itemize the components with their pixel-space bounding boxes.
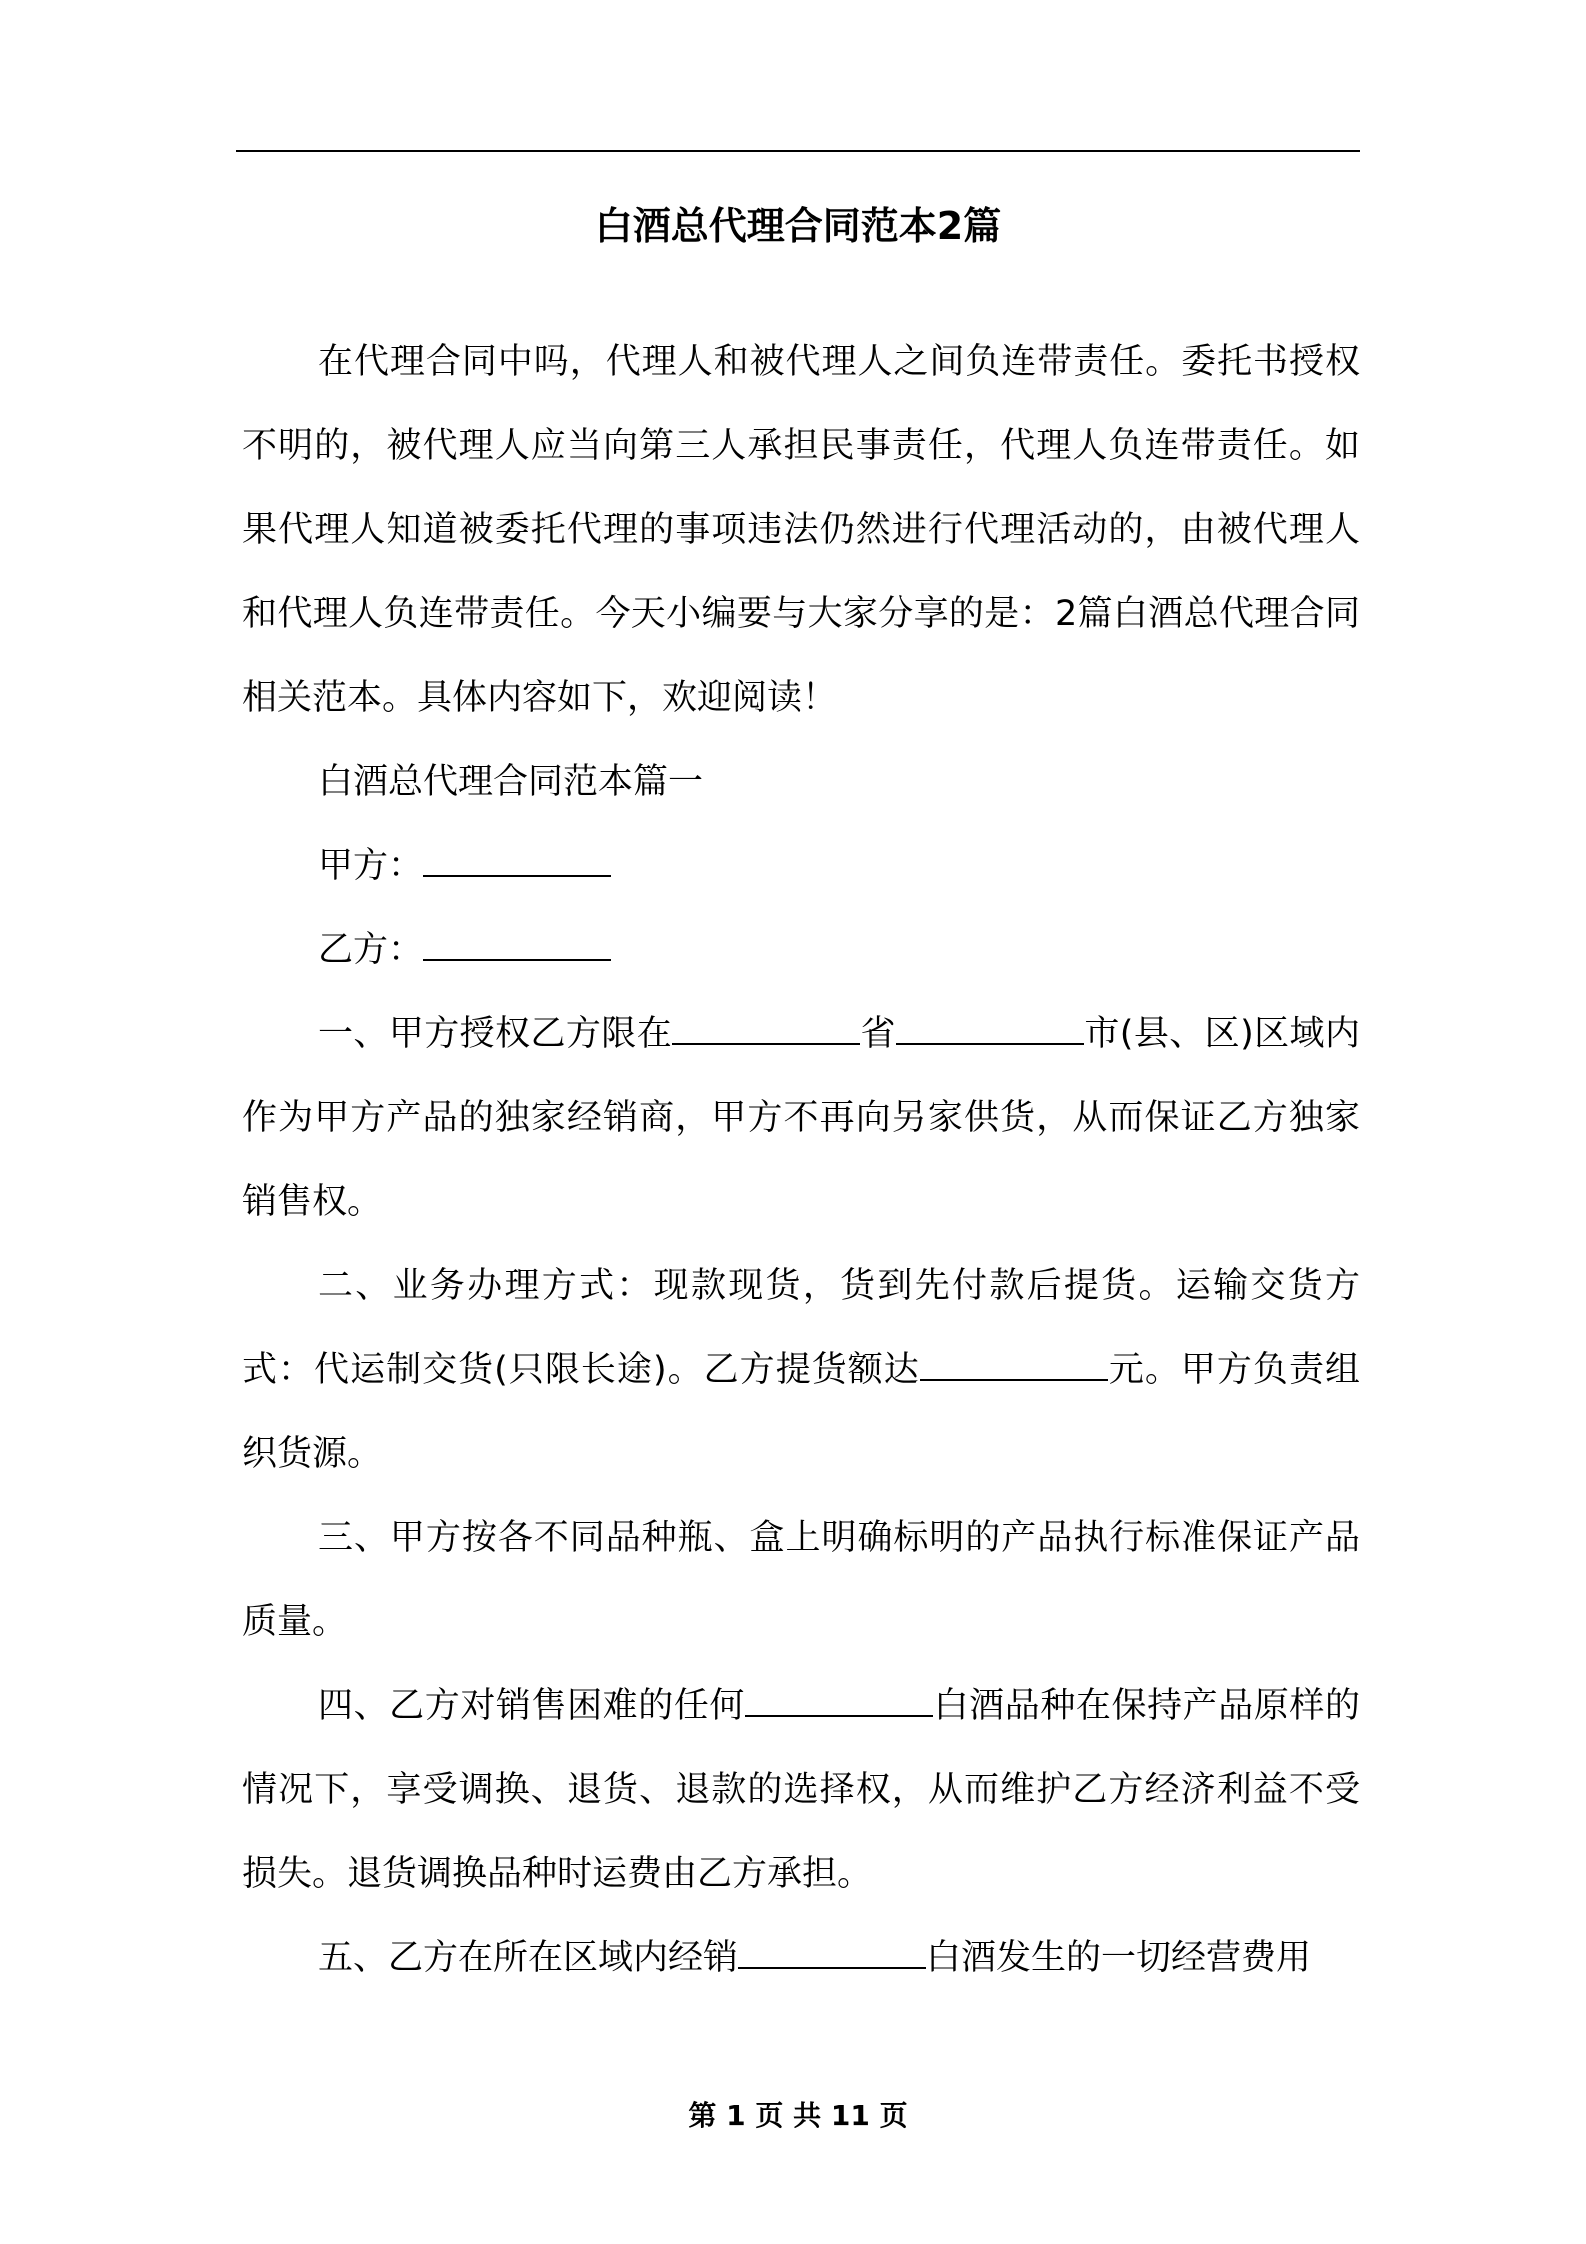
section-heading: 白酒总代理合同范本篇一 — [318, 762, 704, 802]
party-a-label: 甲方： — [318, 846, 424, 886]
city-blank — [896, 1013, 1084, 1045]
clause-2-text-a: 二、业务办理方式：现款现货，货到先付款后提货。运输交货方式：代运制交货(只限长途)。乙方提货额达 — [242, 1266, 1360, 1390]
header-divider — [236, 150, 1360, 152]
clause-4 — [242, 1664, 1360, 1916]
clause-4-text-a: 四、乙方对销售困难的任何 — [318, 1686, 745, 1726]
amount-blank — [920, 1349, 1108, 1381]
party-a-blank — [423, 845, 611, 877]
clause-4-text-b: 白酒品种在保持产品原样的情况下，享受调换、退货、退款的选择权，从而维护乙方经济利益不受损失。退货调换品种时运费由乙方承担。 — [242, 1686, 1360, 1894]
clause-1-text-b: 省 — [860, 1014, 896, 1054]
clause-1-text-a: 一、甲方授权乙方限在 — [318, 1014, 673, 1054]
product-blank — [745, 1685, 933, 1717]
clause-2 — [242, 1244, 1360, 1496]
party-a-line — [242, 824, 1360, 908]
province-blank — [672, 1013, 860, 1045]
party-b-line — [242, 908, 1360, 992]
page-number-footer: 第 1 页 共 11 页 — [688, 2099, 908, 2132]
document-body — [242, 320, 1360, 2000]
document-title: 白酒总代理合同范本2篇 — [594, 204, 1002, 248]
party-b-blank — [423, 929, 611, 961]
intro-paragraph: 在代理合同中吗，代理人和被代理人之间负连带责任。委托书授权不明的，被代理人应当向第三人承担民事责任，代理人负连带责任。如果代理人知道被委托代理的事项违法仍然进行代理活动的，由被代理人和代理人负连带责任。今天小编要与大家分享的是：2篇白酒总代理合同相关范本。具体内容如下，欢迎阅读！ — [242, 342, 1360, 718]
clause-5-text-b: 白酒发生的一切经营费用 — [926, 1938, 1312, 1978]
clause-1 — [242, 992, 1360, 1244]
clause-3: 三、甲方按各不同品种瓶、盒上明确标明的产品执行标准保证产品质量。 — [242, 1518, 1360, 1642]
clause-5-text-a: 五、乙方在所在区域内经销 — [318, 1938, 739, 1978]
brand-blank — [738, 1937, 926, 1969]
party-b-label: 乙方： — [318, 930, 424, 970]
clause-2-text-b: 元。甲方负责组织货源。 — [242, 1350, 1360, 1474]
clause-1-text-c: 市(县、区)区域内作为甲方产品的独家经销商，甲方不再向另家供货，从而保证乙方独家销售权。 — [242, 1014, 1360, 1222]
clause-5 — [242, 1916, 1360, 2000]
